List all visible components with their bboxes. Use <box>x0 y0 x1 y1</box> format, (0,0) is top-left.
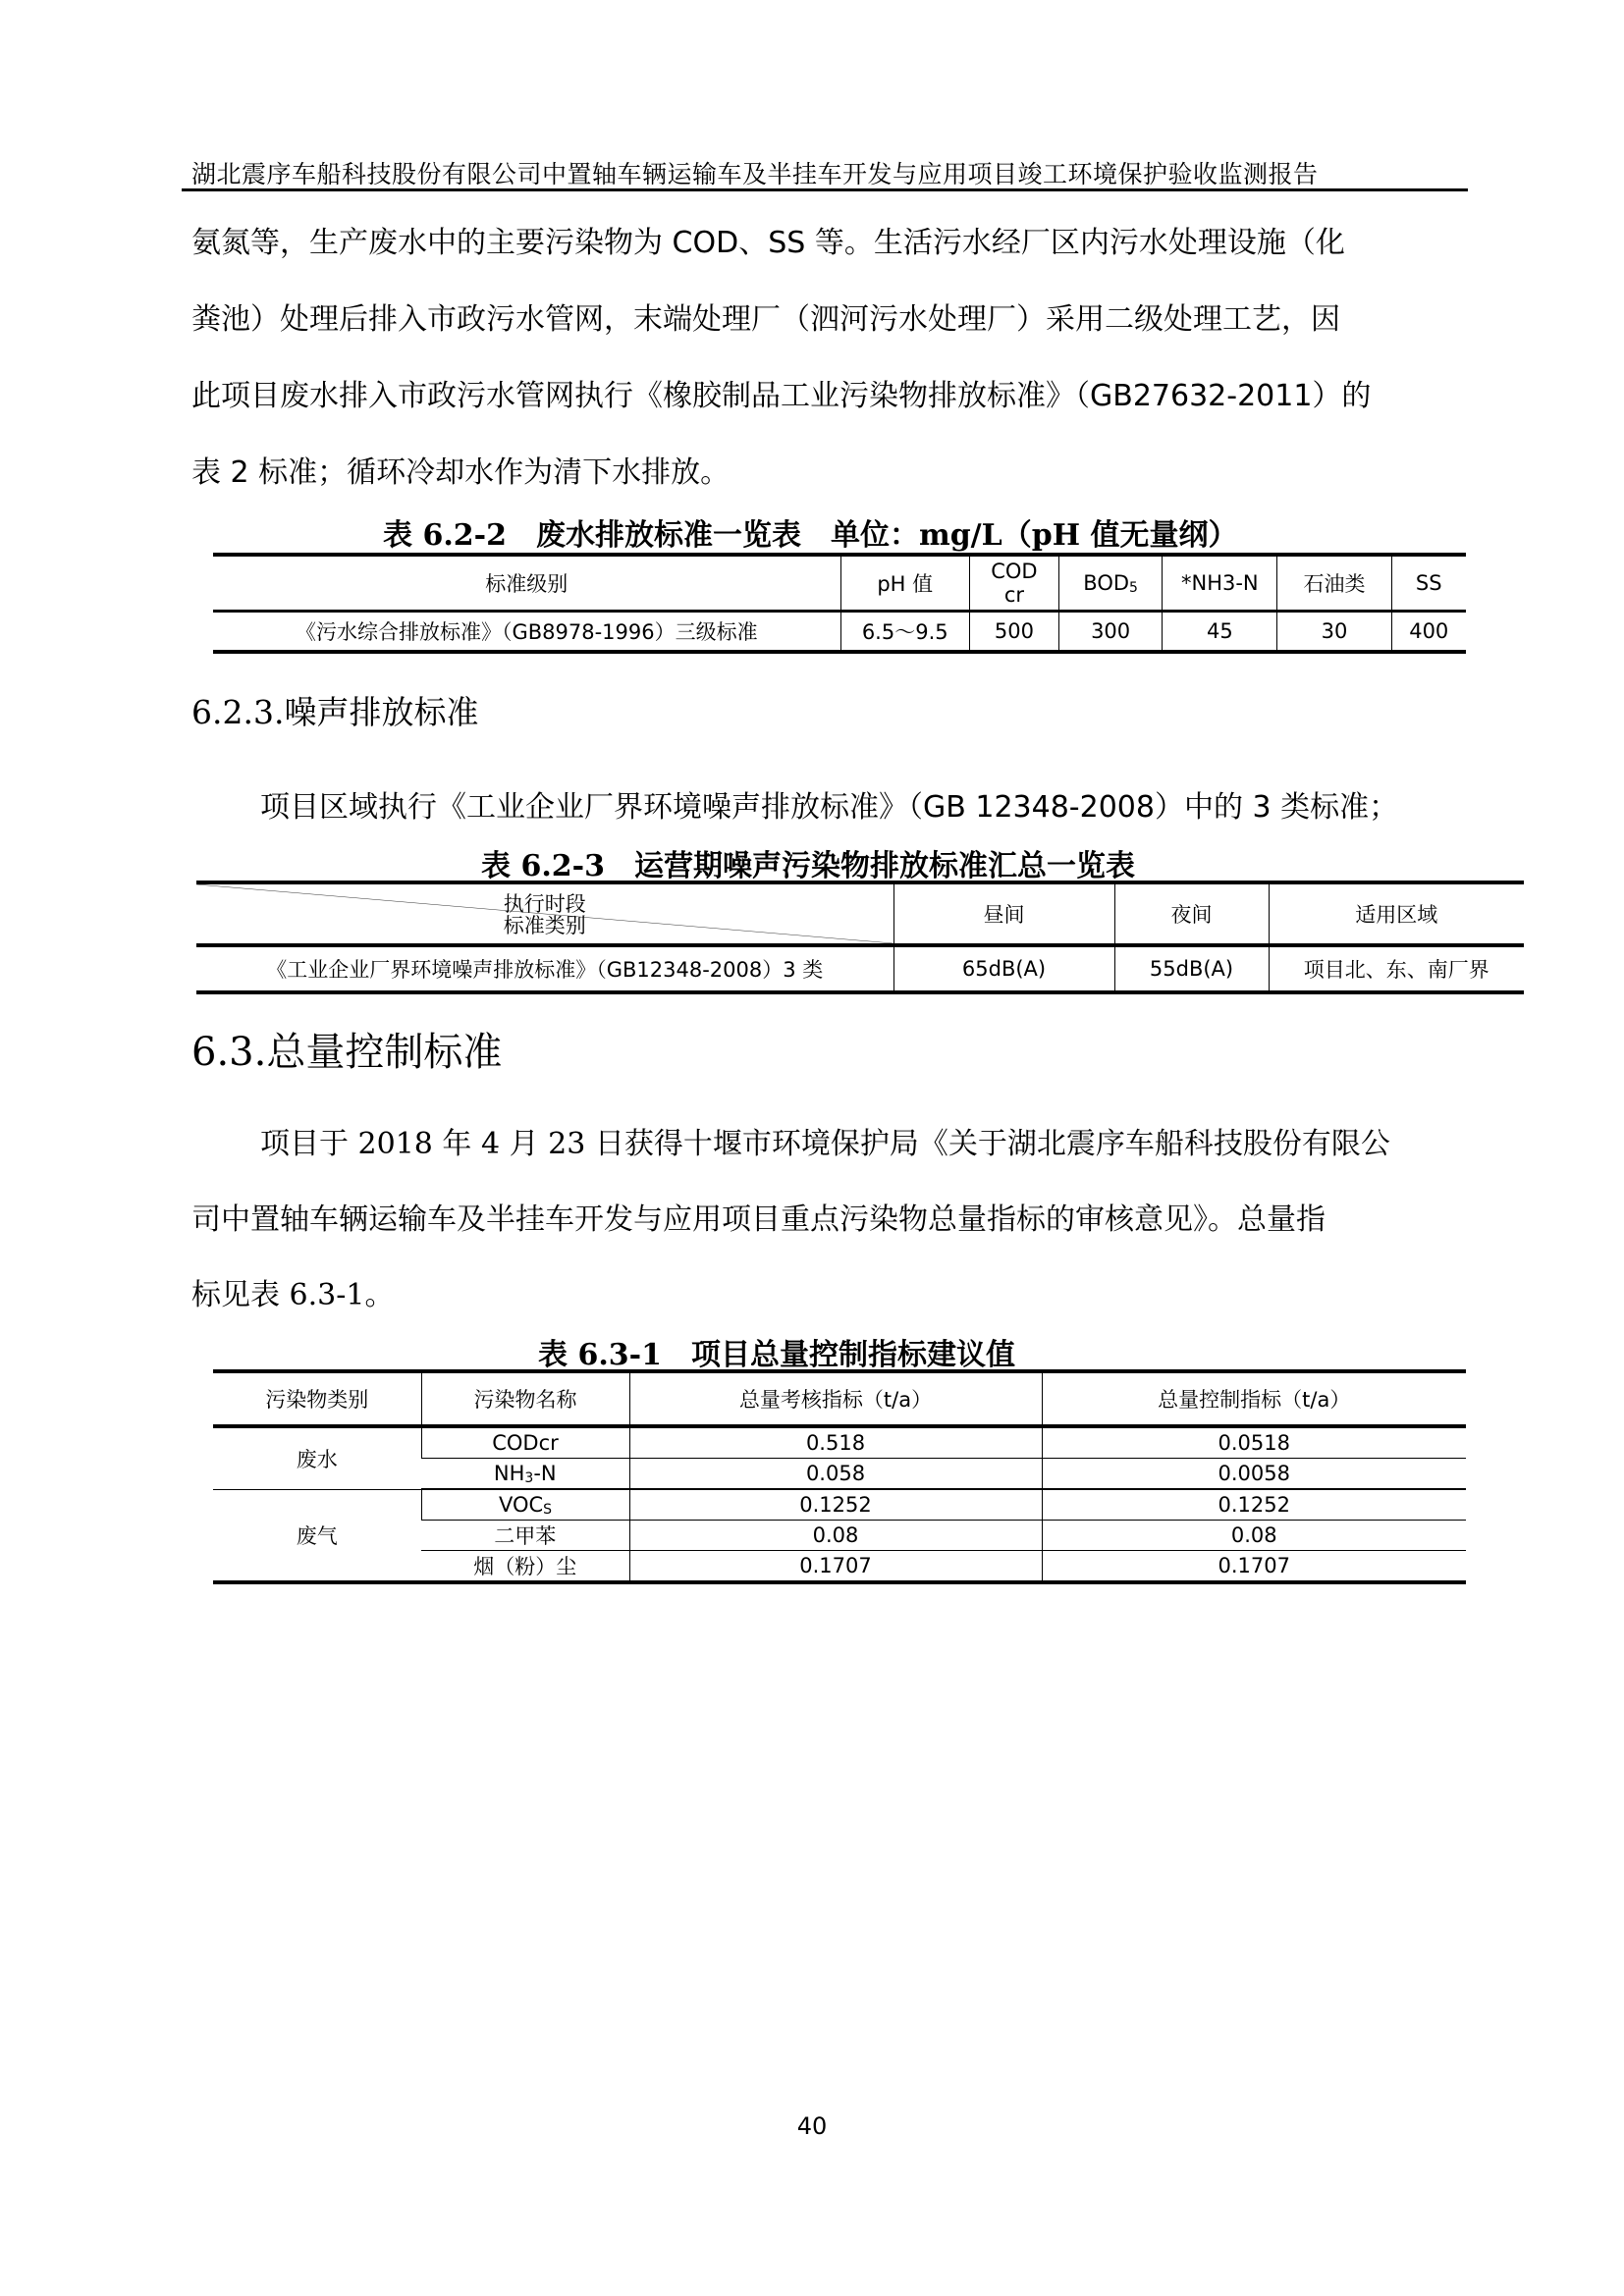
cell-name: 二甲苯 <box>421 1521 629 1551</box>
cell-name: CODcr <box>421 1426 629 1459</box>
cell-area: 项目北、东、南厂界 <box>1269 945 1524 992</box>
running-header: 湖北震序车船科技股份有限公司中置轴车辆运输车及半挂车开发与应用项目竣工环境保护验收监测报告 <box>191 160 1319 188</box>
table-header-row <box>196 882 1524 945</box>
cell-assess: 0.08 <box>629 1521 1042 1551</box>
table-row <box>213 1489 1466 1521</box>
cell-assess: 0.518 <box>629 1426 1042 1459</box>
table-header-row <box>213 1371 1466 1426</box>
intro-line: 氨氮等，生产废水中的主要污染物为 COD、SS 等。生活污水经厂区内污水处理设施（化 <box>191 226 1345 260</box>
header-standard-level: 标准级别 <box>213 555 840 612</box>
header-control: 总量控制指标（t/a） <box>1042 1371 1466 1426</box>
cell-bod5: 300 <box>1059 612 1163 653</box>
table-caption-6-3-1: 表 6.3-1 项目总量控制指标建议值 <box>538 1338 1015 1372</box>
noise-standards-table <box>196 881 1524 994</box>
table-row <box>213 1426 1466 1459</box>
header-rule <box>182 188 1468 191</box>
diagonal-header-cell <box>196 882 893 945</box>
cell-assess: 0.1252 <box>629 1489 1042 1521</box>
cell-ss: 400 <box>1391 612 1466 653</box>
cell-category-wastewater: 废水 <box>213 1426 421 1489</box>
name-main: NH <box>493 1461 525 1485</box>
header-ss: SS <box>1391 555 1466 612</box>
section-heading-6-2-3: 6.2.3.噪声排放标准 <box>191 693 479 731</box>
header-name: 污染物名称 <box>421 1371 629 1426</box>
cell-nh3n: 45 <box>1163 612 1277 653</box>
page-number: 40 <box>796 2112 828 2140</box>
name-sub: 3 <box>524 1469 534 1486</box>
cell-category-waste-gas: 废气 <box>296 1523 338 1548</box>
header-oil: 石油类 <box>1277 555 1391 612</box>
name-sub: S <box>543 1501 553 1518</box>
cell-control: 0.1707 <box>1042 1551 1466 1583</box>
cell-standard: 《污水综合排放标准》（GB8978-1996）三级标准 <box>295 620 758 644</box>
name-main: VOC <box>498 1492 544 1517</box>
cell-cod: 500 <box>969 612 1058 653</box>
cell-name: 烟（粉）尘 <box>473 1555 577 1578</box>
header-cod-main: COD <box>991 560 1038 583</box>
header-night: 夜间 <box>1114 882 1269 945</box>
table-header-row <box>213 555 1466 612</box>
cell-control: 0.08 <box>1042 1521 1466 1551</box>
cell-name <box>421 1459 629 1490</box>
header-bod-sub: 5 <box>1129 579 1138 596</box>
intro-line: 表 2 标准；循环冷却水作为清下水排放。 <box>191 455 731 490</box>
diag-label-category: 标准类别 <box>503 914 586 937</box>
paragraph-line: 司中置轴车辆运输车及半挂车开发与应用项目重点污染物总量指标的审核意见》。总量指 <box>191 1202 1326 1237</box>
total-control-table <box>213 1369 1466 1584</box>
total-control-paragraph <box>191 1119 1468 1355</box>
table-row <box>196 945 1524 992</box>
section-heading-6-3: 6.3.总量控制标准 <box>191 1030 503 1075</box>
table-caption-6-2-3: 表 6.2-3 运营期噪声污染物排放标准汇总一览表 <box>481 849 1135 883</box>
table-row <box>213 612 1466 653</box>
header-day: 昼间 <box>893 882 1114 945</box>
cell-assess: 0.1707 <box>629 1551 1042 1583</box>
header-cod <box>969 555 1058 612</box>
cell-standard: 《工业企业厂界环境噪声排放标准》（GB12348-2008）3 类 <box>266 958 824 982</box>
cell-night: 55dB(A) <box>1114 945 1269 992</box>
cell-day: 65dB(A) <box>893 945 1114 992</box>
paragraph-line: 标见表 6.3-1。 <box>191 1278 395 1312</box>
diag-label-period: 执行时段 <box>503 892 586 916</box>
cell-assess: 0.058 <box>629 1459 1042 1490</box>
cell-control: 0.1252 <box>1042 1489 1466 1521</box>
header-assess: 总量考核指标（t/a） <box>629 1371 1042 1426</box>
noise-paragraph: 项目区域执行《工业企业厂界环境噪声排放标准》（GB 12348-2008）中的 3 类标准； <box>260 790 1399 825</box>
header-cod-sub: cr <box>1003 583 1025 607</box>
wastewater-standards-table <box>213 553 1466 654</box>
cell-control: 0.0518 <box>1042 1426 1466 1459</box>
header-bod5 <box>1059 555 1163 612</box>
header-ph: pH 值 <box>840 555 969 612</box>
header-category: 污染物类别 <box>213 1371 421 1426</box>
table-caption-6-2-2: 表 6.2-2 废水排放标准一览表 单位：mg/L（pH 值无量纲） <box>383 518 1238 553</box>
intro-paragraph <box>191 218 1468 512</box>
cell-control: 0.0058 <box>1042 1459 1466 1490</box>
cell-name <box>421 1489 629 1521</box>
cell-oil: 30 <box>1277 612 1391 653</box>
paragraph-line: 项目于 2018 年 4 月 23 日获得十堰市环境保护局《关于湖北震序车船科技股份有限公 <box>260 1127 1390 1161</box>
name-tail: -N <box>533 1461 557 1485</box>
header-nh3n: *NH3-N <box>1163 555 1277 612</box>
intro-line: 此项目废水排入市政污水管网执行《橡胶制品工业污染物排放标准》（GB27632-2011）的 <box>191 379 1372 413</box>
header-area: 适用区域 <box>1269 882 1524 945</box>
cell-ph: 6.5～9.5 <box>840 612 969 653</box>
header-bod-main: BOD <box>1083 570 1130 595</box>
intro-line: 粪池）处理后排入市政污水管网，末端处理厂（泗河污水处理厂）采用二级处理工艺，因 <box>191 302 1340 337</box>
